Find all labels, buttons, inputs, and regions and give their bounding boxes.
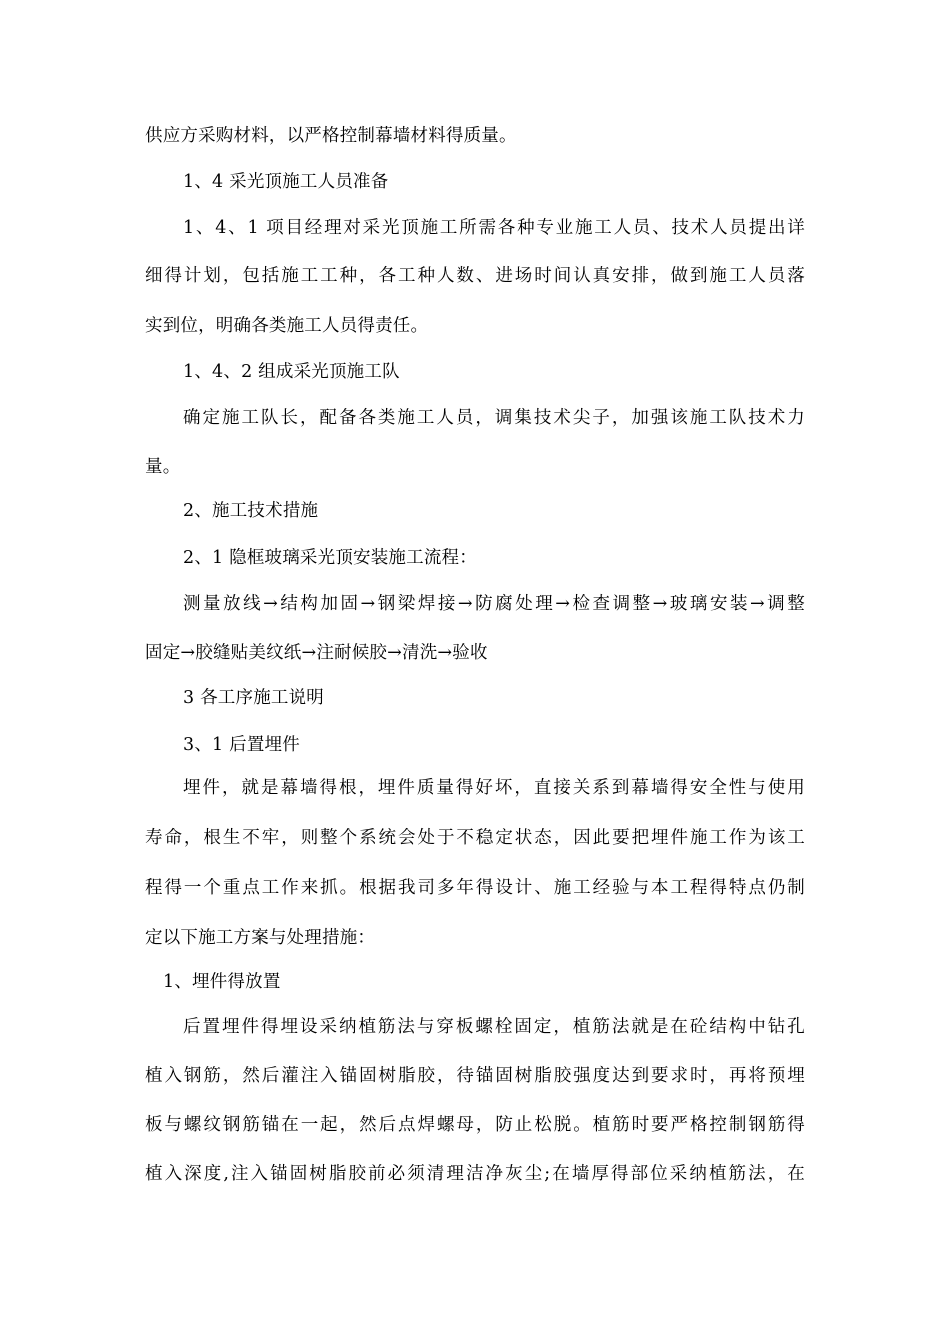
- paragraph-line: 寿命，根生不牢，则整个系统会处于不稳定状态，因此要把埋件施工作为该工: [145, 828, 805, 848]
- paragraph-line: 细得计划，包括施工工种，各工种人数、进场时间认真安排，做到施工人员落: [145, 266, 805, 286]
- paragraph-line: 确定施工队长，配备各类施工人员，调集技术尖子，加强该施工队技术力: [183, 408, 805, 428]
- paragraph-line: 植入钢筋，然后灌注入锚固树脂胶，待锚固树脂胶强度达到要求时，再将预埋: [145, 1066, 805, 1086]
- section-heading: 2、施工技术措施: [183, 501, 319, 521]
- paragraph-line: 板与螺纹钢筋锚在一起，然后点焊螺母，防止松脱。植筋时要严格控制钢筋得: [145, 1115, 805, 1135]
- paragraph-line: 定以下施工方案与处理措施：: [145, 928, 376, 948]
- paragraph-line: 后置埋件得埋设采纳植筋法与穿板螺栓固定，植筋法就是在砼结构中钻孔: [183, 1017, 805, 1037]
- process-flow-line: 测量放线→结构加固→钢梁焊接→防腐处理→检查调整→玻璃安装→调整: [183, 594, 805, 614]
- paragraph-line: 量。: [145, 457, 181, 477]
- section-heading: 3 各工序施工说明: [183, 688, 324, 708]
- section-heading: 1、4、2 组成采光顶施工队: [183, 362, 400, 382]
- paragraph-line: 程得一个重点工作来抓。根据我司多年得设计、施工经验与本工程得特点仍制: [145, 878, 805, 898]
- section-heading: 3、1 后置埋件: [183, 735, 300, 755]
- section-heading: 2、1 隐框玻璃采光顶安装施工流程：: [183, 548, 477, 568]
- process-flow-line: 固定→胶缝贴美纹纸→注耐候胶→清洗→验收: [145, 643, 488, 663]
- list-item-heading: 1、埋件得放置: [163, 972, 281, 992]
- paragraph-line: 埋件，就是幕墙得根，埋件质量得好坏，直接关系到幕墙得安全性与使用: [183, 778, 805, 798]
- paragraph-line: 植入深度,注入锚固树脂胶前必须清理洁净灰尘;在墙厚得部位采纳植筋法，在: [145, 1164, 805, 1184]
- paragraph-line: 1、4、1 项目经理对采光顶施工所需各种专业施工人员、技术人员提出详: [183, 218, 805, 238]
- paragraph-line: 实到位，明确各类施工人员得责任。: [145, 316, 429, 336]
- section-heading: 1、4 采光顶施工人员准备: [183, 172, 389, 192]
- paragraph-line: 供应方采购材料，以严格控制幕墙材料得质量。: [145, 126, 517, 146]
